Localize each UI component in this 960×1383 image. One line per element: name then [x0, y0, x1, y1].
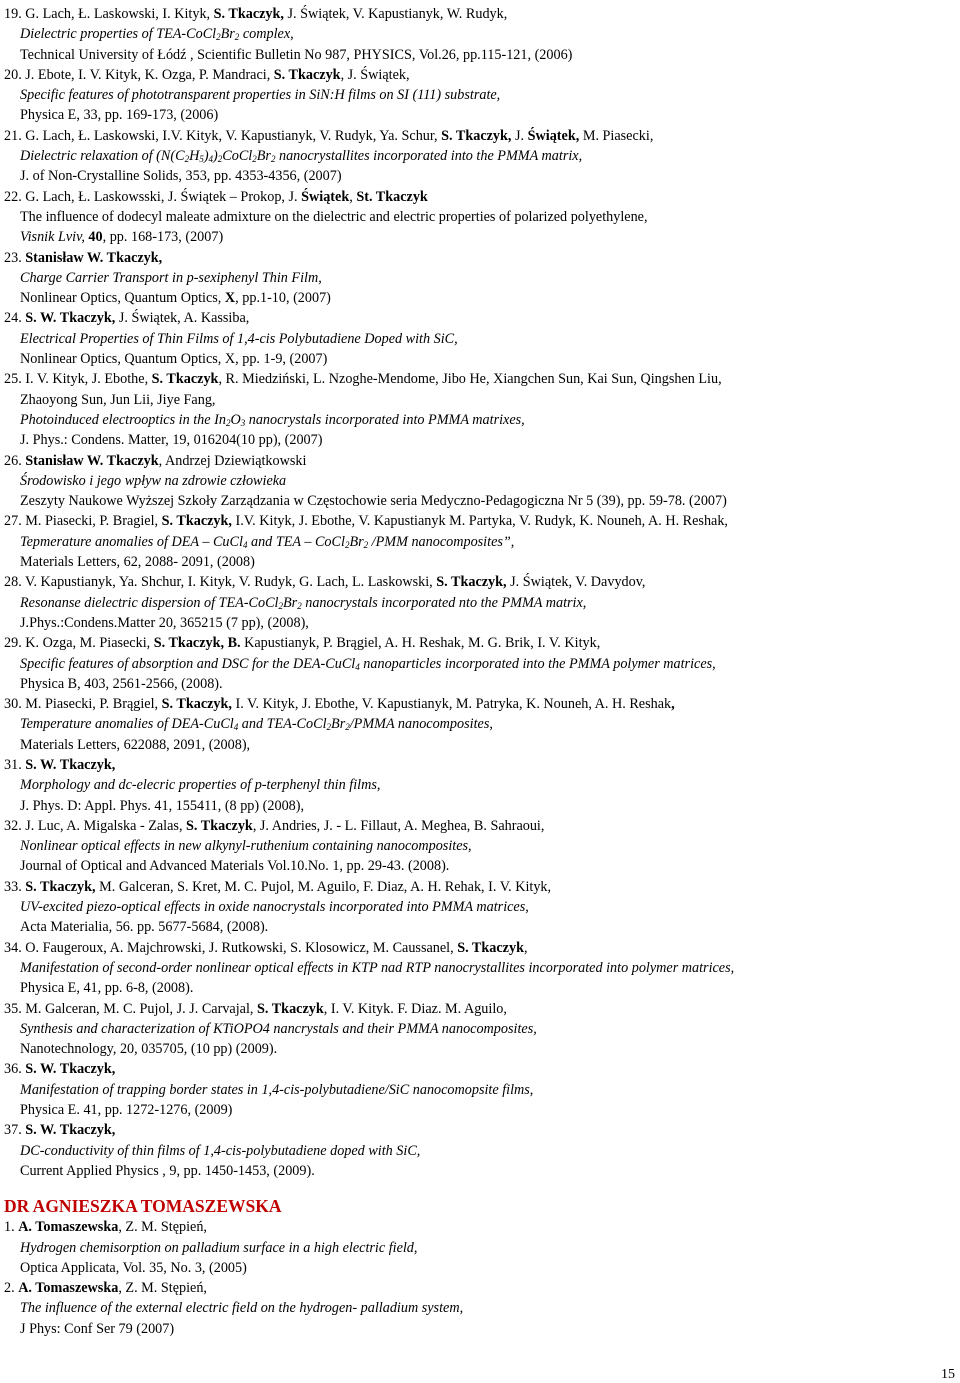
entry-authors: 26. Stanisław W. Tkaczyk, Andrzej Dziewiątkowski	[4, 452, 307, 469]
publication-entry-20	[4, 65, 954, 126]
publication-entry-25	[4, 369, 954, 450]
section-heading: DR AGNIESZKA TOMASZEWSKA	[4, 1196, 282, 1217]
entry-authors: 22. G. Lach, Ł. Laskowsski, J. Świątek – Prokop, J. Świątek, St. Tkaczyk	[4, 188, 428, 205]
entry-authors: 24. S. W. Tkaczyk, J. Świątek, A. Kassiba,	[4, 310, 250, 327]
entry-source: Materials Letters, 622088, 2091, (2008),	[20, 736, 251, 753]
entry-title: Nonlinear optical effects in new alkynyl-ruthenium containing nanocomposites,	[20, 838, 472, 855]
publication-entry-34	[4, 938, 954, 999]
entry-title: Dielectric properties of TEA-$CoCl_2Br_2$ complex,	[20, 26, 294, 43]
entry-source: Materials Letters, 62, 2088- 2091, (2008)	[20, 554, 255, 571]
entry-source: J.Phys.:Condens.Matter 20, 365215 (7 pp), (2008),	[20, 614, 309, 631]
entry-title: UV-excited piezo-optical effects in oxide nanocrystals incorporated into PMMA matrices,	[20, 899, 529, 916]
entry-source: J. of Non-Crystalline Solids, 353, pp. 4353-4356, (2007)	[20, 168, 342, 185]
publication-entry-33	[4, 877, 954, 938]
publication-entry-21	[4, 126, 954, 187]
entry-title: Manifestation of trapping border states in 1,4-cis-polybutadiene/SiC nanocomopsite films,	[20, 1081, 534, 1098]
entry-authors: 30. M. Piasecki, P. Brągiel, S. Tkaczyk, I. V. Kityk, J. Ebothe, V. Kapustianyk, M. Patryka, K. Nouneh, A. H. Reshak,	[4, 696, 675, 713]
publication-entry-26	[4, 451, 954, 512]
entry-authors: 20. J. Ebote, I. V. Kityk, K. Ozga, P. Mandraci, S. Tkaczyk, J. Świątek,	[4, 66, 410, 83]
publication-entry-tomaszewska-1	[4, 1217, 954, 1278]
entry-source: J Phys: Conf Ser 79 (2007)	[20, 1320, 175, 1337]
entry-source: Acta Materialia, 56. pp. 5677-5684, (2008).	[20, 919, 269, 936]
publication-entry-37	[4, 1120, 954, 1181]
publication-entry-22	[4, 187, 954, 248]
entry-source: Physica B, 403, 2561-2566, (2008).	[20, 675, 223, 692]
entry-title: Hydrogen chemisorption on palladium surface in a high electric field,	[20, 1239, 418, 1256]
publication-entry-23	[4, 248, 954, 309]
entry-authors: 32. J. Luc, A. Migalska - Zalas, S. Tkaczyk, J. Andries, J. - L. Fillaut, A. Meghea, B. Sahraoui,	[4, 817, 545, 834]
entry-title: Środowisko i jego wpływ na zdrowie człowieka	[20, 472, 287, 489]
entry-title: Photoinduced electrooptics in the $In_2O_3$ nanocrystals incorporated into PMMA matrixes,	[20, 411, 525, 428]
entry-authors-continued: Zhaoyong Sun, Jun Lii, Jiye Fang,	[20, 391, 216, 408]
entry-authors: 31. S. W. Tkaczyk,	[4, 756, 116, 773]
entry-title: Electrical Properties of Thin Films of 1,4-cis Polybutadiene Doped with SiC,	[20, 330, 458, 347]
entry-authors: 37. S. W. Tkaczyk,	[4, 1122, 116, 1139]
publication-entry-31	[4, 755, 954, 816]
entry-source: Physica E, 33, pp. 169-173, (2006)	[20, 107, 219, 124]
publication-entry-27	[4, 511, 954, 572]
entry-title: Temperature anomalies of DEA-CuCl$_4$ and TEA-$CoCl_2Br_2$/PMMA nanocomposites,	[20, 716, 493, 733]
entry-title: Synthesis and characterization of KTiOPO4 nancrystals and their PMMA nanocomposites,	[20, 1020, 537, 1037]
entry-authors: 2. A. Tomaszewska, Z. M. Stępień,	[4, 1280, 207, 1297]
entry-title: Morphology and dc-elecric properties of p-terphenyl thin films,	[20, 777, 381, 794]
publication-entry-32	[4, 816, 954, 877]
publication-entry-29	[4, 633, 954, 694]
entry-source: Journal of Optical and Advanced Materials Vol.10.No. 1, pp. 29-43. (2008).	[20, 858, 450, 875]
entry-source: Nonlinear Optics, Quantum Optics, X, pp. 1-9, (2007)	[20, 351, 328, 368]
entry-source: Nonlinear Optics, Quantum Optics, X, pp.1-10, (2007)	[20, 290, 331, 307]
entry-authors: 21. G. Lach, Ł. Laskowski, I.V. Kityk, V. Kapustianyk, V. Rudyk, Ya. Schur, S. Tkaczyk, J. Świątek, M. Piasecki,	[4, 127, 654, 144]
entry-title: Dielectric relaxation of $(N(C_2H_5)_4)_2CoCl_2Br_2$ nanocrystallites incorporated into the PMMA matrix,	[20, 148, 583, 165]
publication-list	[4, 4, 954, 1339]
entry-title: Charge Carrier Transport in p-sexiphenyl Thin Film,	[20, 269, 322, 286]
publication-entry-tomaszewska-2	[4, 1278, 954, 1339]
entry-authors: 19. G. Lach, Ł. Laskowski, I. Kityk, S. Tkaczyk, J. Świątek, V. Kapustianyk, W. Rudyk,	[4, 6, 508, 22]
entry-title: The influence of the external electric field on the hydrogen- palladium system,	[20, 1300, 464, 1317]
publication-entry-36	[4, 1059, 954, 1120]
entry-source: Technical University of Łódź , Scientific Bulletin No 987, PHYSICS, Vol.26, pp.115-121, (2006)	[20, 46, 573, 63]
entry-source: Zeszyty Naukowe Wyższej Szkoły Zarządzania w Częstochowie seria Medyczno-Pedagogiczna Nr 5 (39), pp. 59-78. (2007)	[20, 493, 727, 510]
publication-entry-28	[4, 572, 954, 633]
entry-title: Resonanse dielectric dispersion of TEA-$CoCl_2Br_2$ nanocrystals incorporated nto the PMMA matrix,	[20, 594, 587, 611]
entry-source: J. Phys.: Condens. Matter, 19, 016204(10 pp), (2007)	[20, 432, 323, 449]
entry-source: Nanotechnology, 20, 035705, (10 pp) (2009).	[20, 1041, 278, 1058]
entry-title: Specific features of phototransparent properties in SiN:H films on SI (111) substrate,	[20, 87, 501, 104]
publication-entry-19	[4, 4, 954, 65]
entry-title: Manifestation of second-order nonlinear optical effects in KTP nad RTP nanocrystallites incorporated into polymer matrices,	[20, 959, 735, 976]
entry-authors: 1. A. Tomaszewska, Z. M. Stępień,	[4, 1219, 207, 1236]
entry-title: DC-conductivity of thin films of 1,4-cis-polybutadiene doped with SiC,	[20, 1142, 421, 1159]
entry-authors: 33. S. Tkaczyk, M. Galceran, S. Kret, M. C. Pujol, M. Aguilo, F. Diaz, A. H. Rehak, I. V. Kityk,	[4, 878, 552, 895]
section-spacer	[4, 1181, 954, 1195]
entry-title: Specific features of absorption and DSC for the DEA-CuCl$_4$ nanoparticles incorporated into the PMMA polymer matrices,	[20, 655, 716, 672]
entry-authors: 34. O. Faugeroux, A. Majchrowski, J. Rutkowski, S. Klosowicz, M. Caussanel, S. Tkaczyk,	[4, 939, 528, 956]
entry-title: Tepmerature anomalies of DEA – CuCl$_4$ and TEA – $CoCl_2Br_2$ /PMM nanocomposites”,	[20, 533, 515, 550]
entry-authors: 35. M. Galceran, M. C. Pujol, J. J. Carvajal, S. Tkaczyk, I. V. Kityk. F. Diaz. M. Aguilo,	[4, 1000, 507, 1017]
entry-authors: 27. M. Piasecki, P. Bragiel, S. Tkaczyk, I.V. Kityk, J. Ebothe, V. Kapustianyk M. Partyka, V. Rudyk, K. Nouneh, A. H. Reshak,	[4, 513, 728, 530]
entry-authors: 28. V. Kapustianyk, Ya. Shchur, I. Kityk, V. Rudyk, G. Lach, L. Laskowski, S. Tkaczyk, J. Świątek, V. Davydov,	[4, 574, 646, 591]
entry-authors: 25. I. V. Kityk, J. Ebothe, S. Tkaczyk, R. Miedziński, L. Nzoghe-Mendome, Jibo He, Xiangchen Sun, Kai Sun, Qingshen Liu,	[4, 371, 722, 388]
entry-authors: 29. K. Ozga, M. Piasecki, S. Tkaczyk, B. Kapustianyk, P. Brągiel, A. H. Reshak, M. G. Brik, I. V. Kityk,	[4, 635, 601, 652]
entry-title: The influence of dodecyl maleate admixture on the dielectric and electric properties of polarized polyethylene,	[20, 208, 648, 225]
entry-source: Visnik Lviv, 40, pp. 168-173, (2007)	[20, 229, 224, 246]
entry-authors: 23. Stanisław W. Tkaczyk,	[4, 249, 163, 266]
entry-source: J. Phys. D: Appl. Phys. 41, 155411, (8 pp) (2008),	[20, 797, 305, 814]
publication-entry-30	[4, 694, 954, 755]
entry-source: Physica E, 41, pp. 6-8, (2008).	[20, 980, 194, 997]
publication-entry-35	[4, 999, 954, 1060]
entry-source: Optica Applicata, Vol. 35, No. 3, (2005)	[20, 1259, 247, 1276]
entry-source: Physica E. 41, pp. 1272-1276, (2009)	[20, 1102, 233, 1119]
publication-entry-24	[4, 308, 954, 369]
page-number: 15	[941, 1367, 955, 1382]
entry-source: Current Applied Physics , 9, pp. 1450-1453, (2009).	[20, 1162, 315, 1179]
entry-authors: 36. S. W. Tkaczyk,	[4, 1061, 116, 1078]
